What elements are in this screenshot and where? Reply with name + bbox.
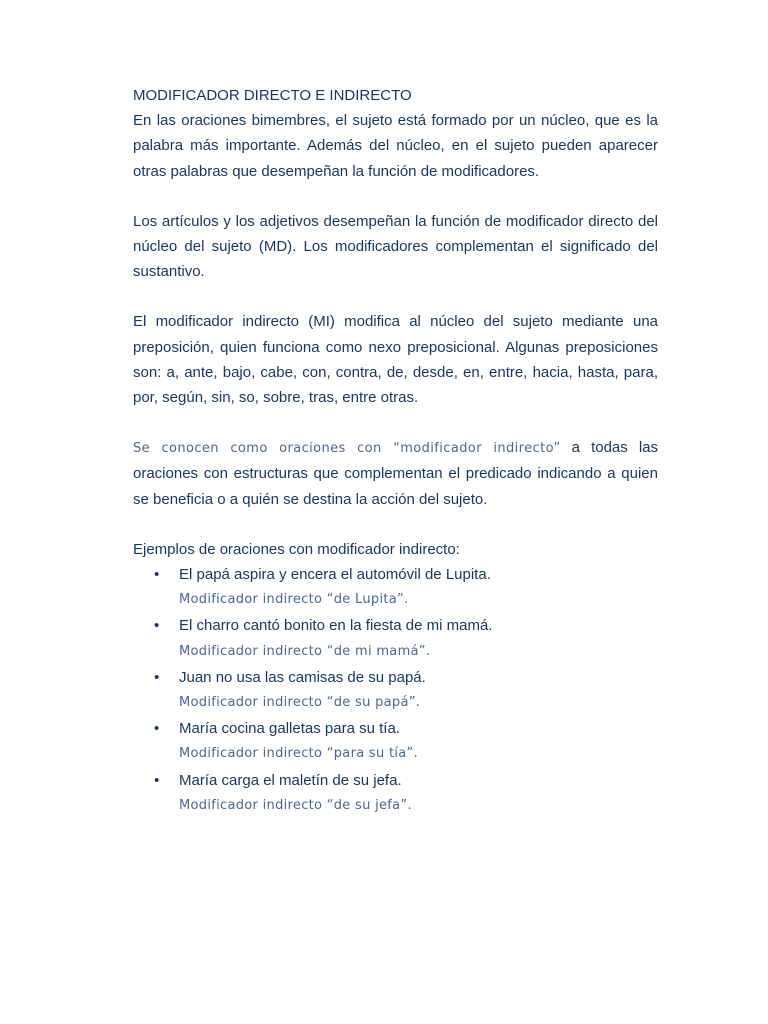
paragraph-indirect-sentences [133, 435, 658, 512]
examples-list [133, 562, 658, 818]
list-item [133, 562, 658, 612]
bullet-icon: • [154, 720, 160, 738]
example-note: Modificador indirecto “de mi mamá”. [179, 643, 431, 659]
example-sentence: El papá aspira y encera el automóvil de Lupita. [179, 566, 491, 584]
example-note: Modificador indirecto “de su jefa”. [179, 797, 412, 813]
bullet-icon: • [154, 617, 160, 635]
bullet-icon: • [154, 566, 160, 584]
list-item [133, 665, 658, 715]
example-note: Modificador indirecto “de su papá”. [179, 695, 421, 711]
paragraph-indirect-lead: Se conocen como oraciones con “modificador indirecto” [133, 441, 561, 457]
document-page [133, 83, 658, 819]
list-item [133, 613, 658, 663]
list-item [133, 716, 658, 766]
examples-intro: Ejemplos de oraciones con modificador indirecto: [133, 540, 460, 558]
example-note: Modificador indirecto “de Lupita”. [179, 592, 409, 608]
example-sentence: María carga el maletín de su jefa. [179, 771, 402, 789]
document-title: MODIFICADOR DIRECTO E INDIRECTO [133, 87, 412, 104]
paragraph-indirect-modifier: El modificador indirecto (MI) modifica al núcleo del sujeto mediante una preposición, quien funciona como nexo preposicional. Algunas preposiciones son: a, ante, bajo, cabe, con, contra, de, desde, en, entre, hacia, hasta, para, por, según, sin, so, sobre, tras, entre otras. [133, 313, 658, 407]
example-sentence: María cocina galletas para su tía. [179, 720, 400, 738]
example-sentence: El charro cantó bonito en la fiesta de mi mamá. [179, 617, 493, 635]
paragraph-direct-modifier: Los artículos y los adjetivos desempeñan la función de modificador directo del núcleo del sujeto (MD). Los modificadores complementan el significado del sustantivo. [133, 212, 658, 281]
example-sentence: Juan no usa las camisas de su papá. [179, 668, 426, 686]
bullet-icon: • [154, 668, 160, 686]
bullet-icon: • [154, 771, 160, 789]
list-item [133, 768, 658, 818]
paragraph-subject-nucleus: En las oraciones bimembres, el sujeto está formado por un núcleo, que es la palabra más importante. Además del núcleo, en el sujeto pueden aparecer otras palabras que desempeñan la función de modificadores. [133, 112, 658, 180]
example-note: Modificador indirecto “para su tía”. [179, 746, 419, 762]
paragraph-indirect-rest: a todas las oraciones con estructuras que complementan el predicado indicando a quien se beneficia o a quién se destina la acción del sujeto. [133, 439, 659, 508]
